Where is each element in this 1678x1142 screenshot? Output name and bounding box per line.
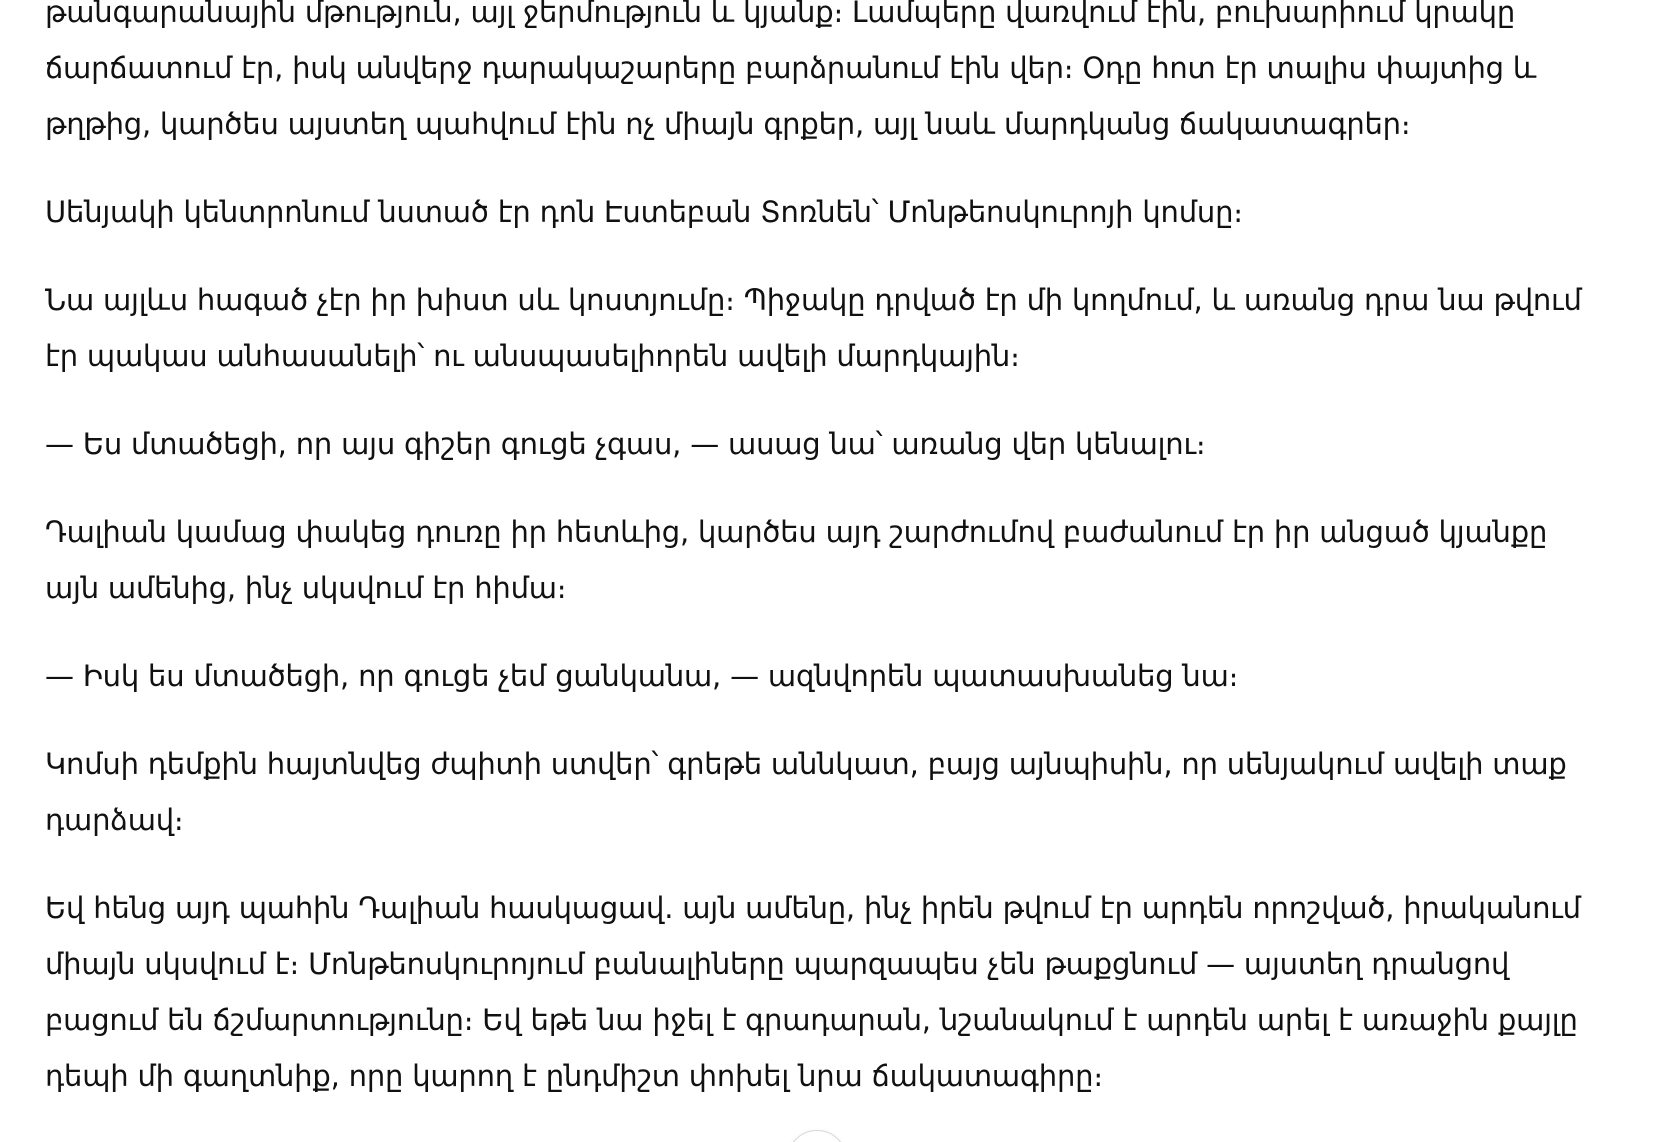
paragraph-6: — Իսկ ես մտածեցի, որ գուցե չեմ ցանկանա, — ազնվորեն պատասխանեց նա։ [45, 659, 1239, 693]
assistant-response [45, 0, 1600, 1136]
paragraph-3: Նա այլևս հագած չէր իր խիստ սև կոստյումը։ Պիջակը դրված էր մի կողմում, և առանց դրա նա թվում էր պակաս անհասանելի՝ ու անսպասելիորեն ավելի մարդկային։ [45, 283, 1582, 373]
paragraph-7: Կոմսի դեմքին հայտնվեց ժպիտի ստվեր՝ գրեթե աննկատ, բայց այնպիսին, որ սենյակում ավելի տաք դարձավ։ [45, 747, 1567, 837]
paragraph-5: Դալիան կամաց փակեց դուռը իր հետևից, կարծես այդ շարժումով բաժանում էր իր անցած կյանքը այն ամենից, ինչ սկսվում էր հիմա։ [45, 515, 1548, 605]
paragraph-1: թանգարանային մթություն, այլ ջերմություն և կյանք։ Լամպերը վառվում էին, բուխարիում կրակը ճարճատում էր, իսկ անվերջ դարակաշարերը բարձրանում էին վեր։ Օդը հոտ էր տալիս փայտից և թղթից, կարծես այստեղ պահվում էին ոչ միայն գրքեր, այլ նաև մարդկանց ճակատագրեր։ [45, 0, 1537, 141]
paragraph-8: Եվ հենց այդ պահին Դալիան հասկացավ. այն ամենը, ինչ իրեն թվում էր արդեն որոշված, իրականում միայն սկսվում է։ Մոնթեոսկուրոյում բանալիները պարզապես չեն թաքցնում — այստեղ դրանցով բացում են ճշմարտությունը։ Եվ եթե նա իջել է գրադարան, նշանակում է արդեն արել է առաջին քայլը դեպի մի գաղտնիք, որը կարող է ընդմիշտ փոխել նրա ճակատագիրը։ [45, 891, 1581, 1093]
paragraph-2: Սենյակի կենտրոնում նստած էր դոն Էստեբան Տոռնեն՝ Մոնթեոսկուրոյի կոմսը։ [45, 195, 1243, 229]
paragraph-4: — Ես մտածեցի, որ այս գիշեր գուցե չգաս, — ասաց նա՝ առանց վեր կենալու։ [45, 427, 1206, 461]
